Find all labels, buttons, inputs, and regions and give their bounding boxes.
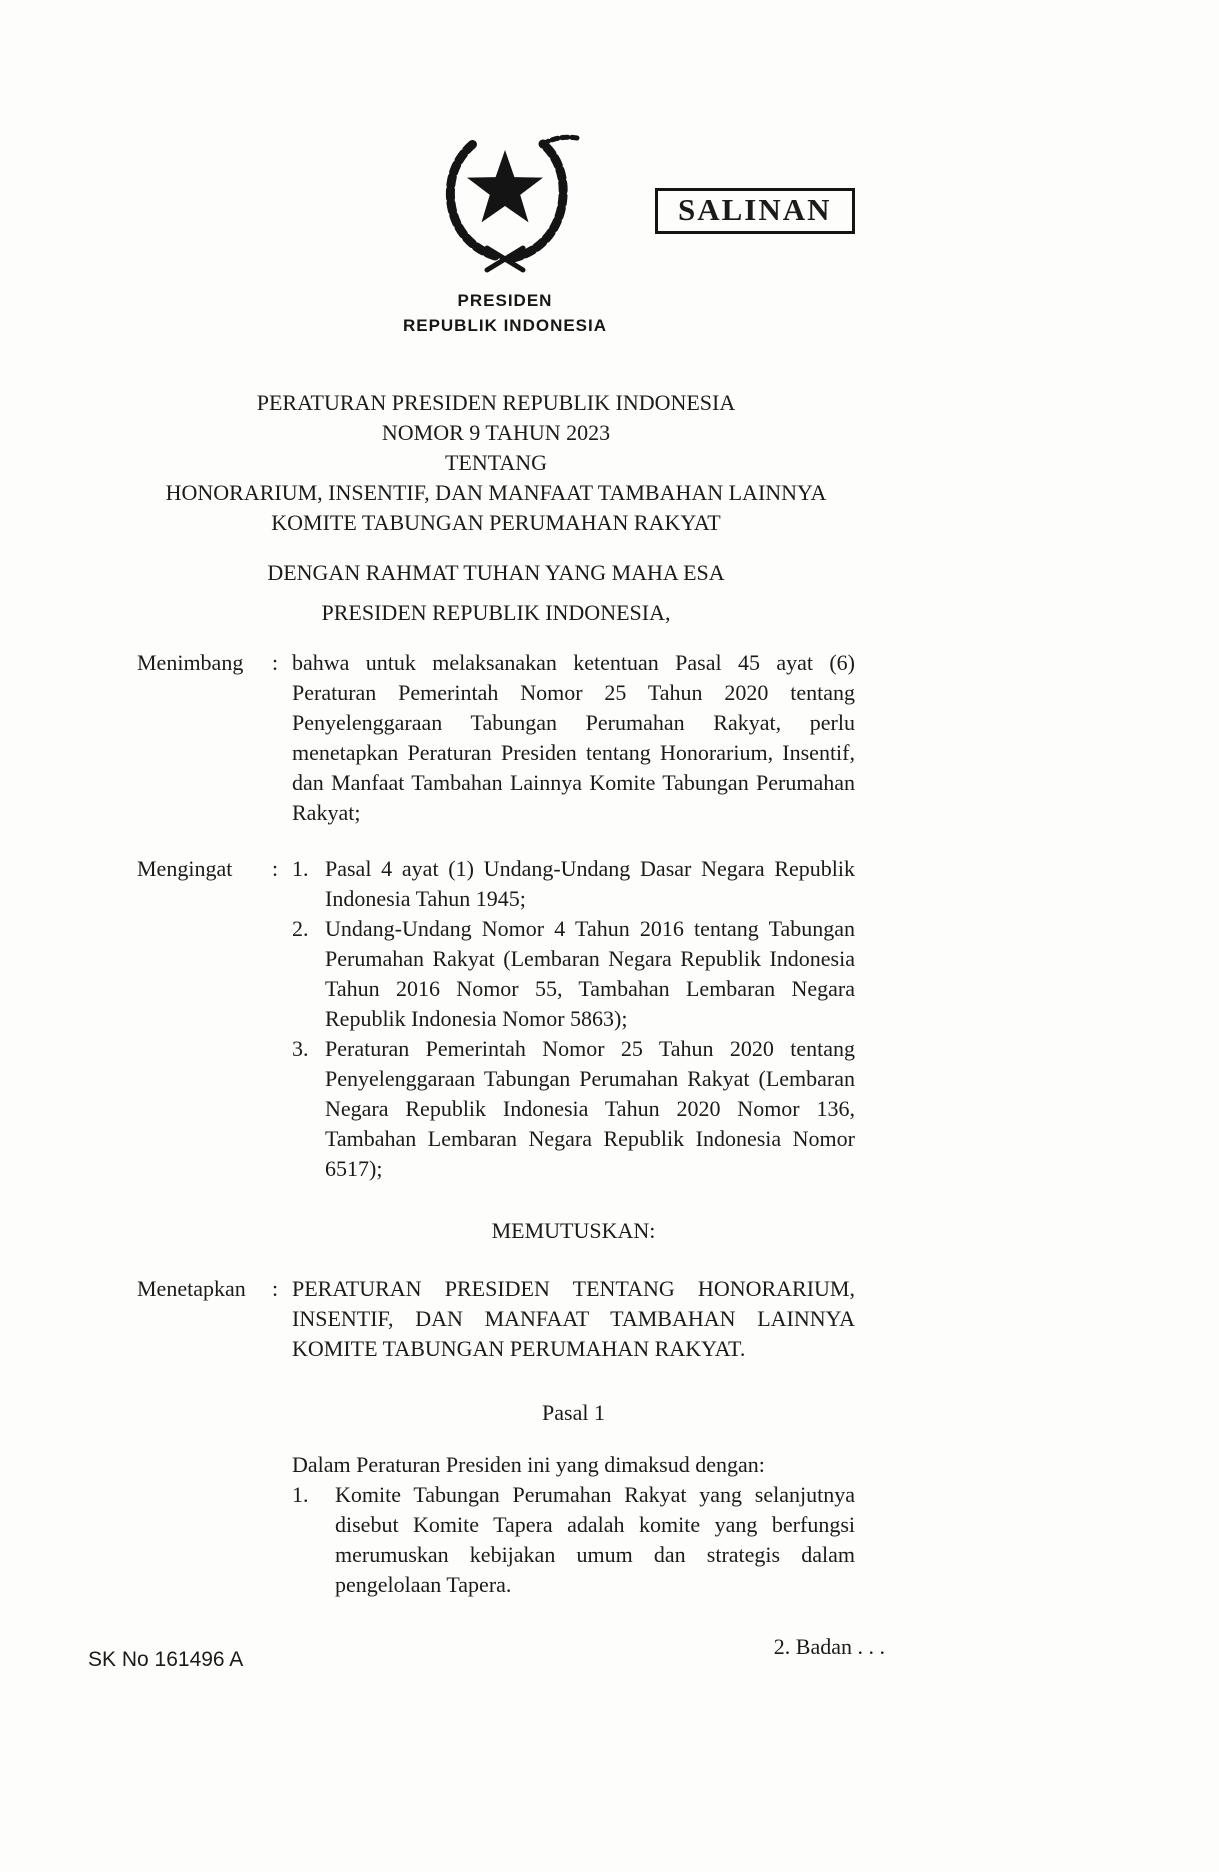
mengingat-section	[137, 854, 855, 1184]
menetapkan-label: Menetapkan	[137, 1276, 246, 1301]
sk-number: SK No 161496 A	[88, 1648, 244, 1671]
title-line-5: KOMITE TABUNGAN PERUMAHAN RAKYAT	[271, 510, 721, 535]
menimbang-text: bahwa untuk melaksanakan ketentuan Pasal 45 ayat (6) Peraturan Pemerintah Nomor 25 Tahun 2020 tentang Penyelenggaraan Tabungan Perumahan Rakyat, perlu menetapkan Peraturan Presiden tentang Honorarium, Insentif, dan Manfaat Tambahan Lainnya Komite Tabungan Perumahan Rakyat;	[292, 650, 855, 825]
pasal1-item-number: 1.	[292, 1482, 309, 1507]
state-emblem-star-wreath-icon	[425, 128, 585, 286]
menetapkan-colon: :	[272, 1276, 279, 1301]
title-line-3: TENTANG	[444, 450, 548, 475]
pasal1-heading-row	[137, 1398, 855, 1428]
document-body	[137, 648, 885, 1662]
menetapkan-text: PERATURAN PRESIDEN TENTANG HONORARIUM, INSENTIF, DAN MANFAAT TAMBAHAN LAINNYA KOMITE TABUNGAN PERUMAHAN RAKYAT.	[292, 1276, 855, 1361]
mengingat-item	[292, 854, 855, 914]
letterhead-line1: PRESIDEN	[457, 291, 553, 310]
mengingat-colon: :	[272, 856, 279, 881]
authority-line: PRESIDEN REPUBLIK INDONESIA,	[321, 600, 671, 625]
mengingat-items	[292, 854, 855, 1184]
pasal1-body	[137, 1450, 855, 1600]
invocation-line: DENGAN RAHMAT TUHAN YANG MAHA ESA	[267, 560, 725, 585]
memutuskan-section	[137, 1216, 855, 1246]
mengingat-item	[292, 914, 855, 1034]
title-block	[137, 388, 855, 628]
mengingat-item-text: Undang-Undang Nomor 4 Tahun 2016 tentang Tabungan Perumahan Rakyat (Lembaran Negara Republik Indonesia Tahun 2016 Nomor 55, Tambahan Lembaran Negara Republik Indonesia Nomor 5863);	[325, 916, 855, 1031]
pasal1-item-text: Komite Tabungan Perumahan Rakyat yang selanjutnya disebut Komite Tapera adalah komite yang berfungsi merumuskan kebijakan umum dan strategis dalam pengelolaan Tapera.	[335, 1482, 855, 1597]
pasal1-item	[292, 1480, 855, 1600]
title-line-1: PERATURAN PRESIDEN REPUBLIK INDONESIA	[256, 390, 736, 415]
mengingat-item-number: 1.	[292, 856, 309, 881]
pasal1-heading: Pasal 1	[542, 1400, 605, 1425]
menetapkan-section	[137, 1274, 855, 1364]
menimbang-label: Menimbang	[137, 650, 244, 675]
mengingat-item	[292, 1034, 855, 1184]
pasal1-intro: Dalam Peraturan Presiden ini yang dimaksud dengan:	[292, 1452, 765, 1477]
title-line-2: NOMOR 9 TAHUN 2023	[381, 420, 611, 445]
mengingat-item-number: 3.	[292, 1036, 309, 1061]
letterhead	[385, 128, 625, 336]
mengingat-item-number: 2.	[292, 916, 309, 941]
letterhead-line2: REPUBLIK INDONESIA	[402, 316, 608, 335]
menimbang-colon: :	[272, 650, 279, 675]
title-line-4: HONORARIUM, INSENTIF, DAN MANFAAT TAMBAHAN LAINNYA	[165, 480, 827, 505]
mengingat-item-text: Peraturan Pemerintah Nomor 25 Tahun 2020 tentang Penyelenggaraan Tabungan Perumahan Rakyat (Lembaran Negara Republik Indonesia Tahun 2020 Nomor 136, Tambahan Lembaran Negara Republik Indonesia Nomor 6517);	[325, 1036, 855, 1181]
memutuskan-heading: MEMUTUSKAN:	[491, 1218, 656, 1243]
catchword: 2. Badan . . .	[773, 1634, 885, 1659]
mengingat-label: Mengingat	[137, 856, 233, 881]
mengingat-item-text: Pasal 4 ayat (1) Undang-Undang Dasar Negara Republik Indonesia Tahun 1945;	[325, 856, 855, 911]
menimbang-section	[137, 648, 855, 828]
salinan-stamp: SALINAN	[655, 188, 855, 234]
